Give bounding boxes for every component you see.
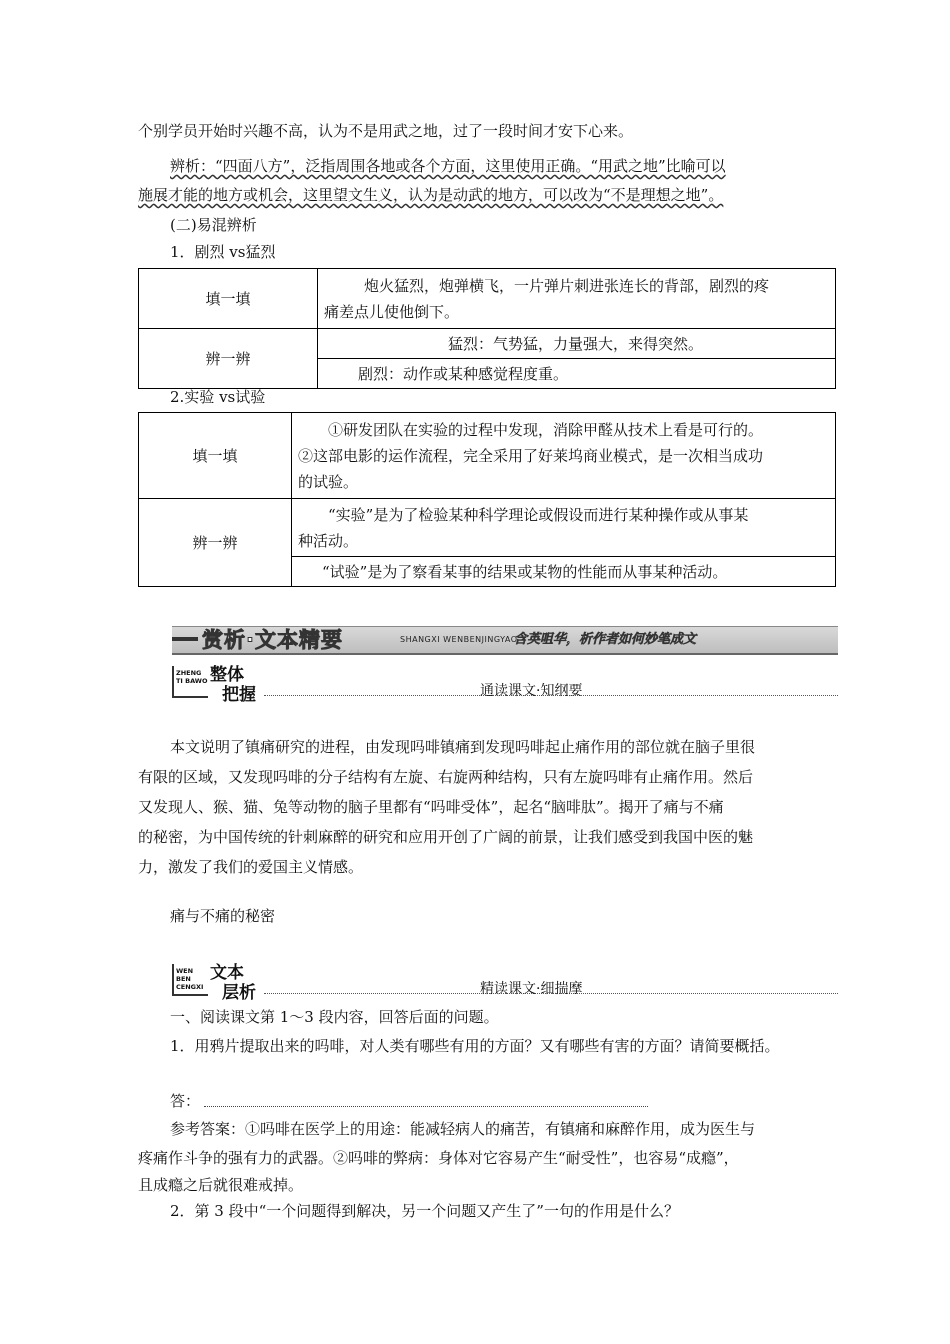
banner-pinyin: SHANGXI WENBENJINGYAO bbox=[400, 635, 518, 644]
section-title: 层析 bbox=[222, 983, 256, 1003]
item-title: 2.实验 vs试验 bbox=[170, 388, 266, 406]
analysis-line: 辨析：“四面八方”，泛指周围各地或各个方面，这里使用正确。“用武之地”比喻可以 bbox=[170, 157, 726, 175]
item-title: 1．剧烈 vs猛烈 bbox=[170, 243, 276, 261]
fill-label: 填一填 bbox=[139, 269, 318, 329]
article-title: 痛与不痛的秘密 bbox=[170, 907, 276, 925]
section-subtitle: 精读课文·细揣摩 bbox=[480, 981, 583, 997]
fill-text: ①研发团队在实验的过程中发现，消除甲醛从技术上看是可行的。 bbox=[328, 420, 764, 439]
section-logo: ZHENG TI BAWO bbox=[172, 666, 208, 698]
question: 1．用鸦片提取出来的吗啡，对人类有哪些有用的方面？又有哪些有害的方面？请简要概括。 bbox=[170, 1037, 780, 1055]
section-header bbox=[172, 962, 838, 1002]
answer-label: 答： bbox=[170, 1092, 201, 1110]
summary-line: 又发现人、猴、猫、兔等动物的脑子里都有“吗啡受体”，起名“脑啡肽”。揭开了痛与不痛 bbox=[138, 798, 724, 816]
question: 2．第 3 段中“一个问题得到解决，另一个问题又产生了”一句的作用是什么？ bbox=[170, 1202, 679, 1220]
section-logo: WEN BEN CENGXI bbox=[172, 964, 208, 996]
fill-text: 的试验。 bbox=[298, 472, 359, 491]
distinguish-text: 猛烈：气势猛，力量强大，来得突然。 bbox=[318, 329, 836, 359]
section-header bbox=[172, 664, 838, 704]
paragraph-text: 个别学员开始时兴趣不高，认为不是用武之地，过了一段时间才安下心来。 bbox=[138, 122, 634, 140]
fill-cell bbox=[318, 269, 836, 329]
word-compare-table bbox=[138, 412, 836, 587]
word-compare-table bbox=[138, 268, 836, 389]
analysis-line: 施展才能的地方或机会，这里望文生义，认为是动武的地方，可以改为“不是理想之地”。 bbox=[138, 186, 724, 204]
distinguish-label: 辨一辨 bbox=[139, 329, 318, 389]
section-title: 把握 bbox=[222, 685, 256, 705]
banner-slogan: 含英咀华，析作者如何妙笔成文 bbox=[514, 632, 697, 647]
distinguish-cell bbox=[292, 499, 836, 557]
distinguish-label: 辨一辨 bbox=[139, 499, 292, 587]
reference-answer: 疼痛作斗争的强有力的武器。②吗啡的弊病：身体对它容易产生“耐受性”，也容易“成瘾”， bbox=[138, 1149, 739, 1167]
distinguish-text: “试验”是为了察看某事的结果或某物的性能而从事某种活动。 bbox=[292, 557, 836, 587]
fill-text: 痛差点儿使他倒下。 bbox=[324, 302, 460, 321]
summary-line: 本文说明了镇痛研究的进程，由发现吗啡镇痛到发现吗啡起止痛作用的部位就在脑子里很 bbox=[170, 738, 756, 756]
reference-answer: 且成瘾之后就很难戒掉。 bbox=[138, 1176, 304, 1194]
section-heading: (二)易混辨析 bbox=[170, 216, 257, 234]
summary-line: 的秘密，为中国传统的针刺麻醉的研究和应用开创了广阔的前景，让我们感受到我国中医的魅 bbox=[138, 828, 754, 846]
summary-line: 有限的区域，又发现吗啡的分子结构有左旋、右旋两种结构，只有左旋吗啡有止痛作用。然后 bbox=[138, 768, 754, 786]
summary-line: 力，激发了我们的爱国主义情感。 bbox=[138, 858, 364, 876]
answer-field[interactable] bbox=[204, 1106, 648, 1107]
section-title: 整体 bbox=[210, 665, 244, 685]
distinguish-text: “实验”是为了检验某种科学理论或假设而进行某种操作或从事某 bbox=[328, 505, 749, 524]
distinguish-text: 剧烈：动作或某种感觉程度重。 bbox=[318, 359, 836, 389]
distinguish-text: 种活动。 bbox=[298, 531, 359, 550]
question-intro: 一、阅读课文第 1～3 段内容，回答后面的问题。 bbox=[170, 1008, 499, 1026]
fill-label: 填一填 bbox=[139, 413, 292, 499]
section-subtitle: 通读课文·知纲要 bbox=[480, 683, 583, 699]
banner-title: 赏析·文本精要 bbox=[202, 628, 343, 652]
reference-answer: 参考答案：①吗啡在医学上的用途：能减轻病人的痛苦，有镇痛和麻醉作用，成为医生与 bbox=[170, 1120, 756, 1138]
section-banner bbox=[172, 626, 838, 655]
banner-decoration bbox=[172, 637, 198, 641]
section-title: 文本 bbox=[210, 963, 244, 983]
fill-cell bbox=[292, 413, 836, 499]
fill-text: 炮火猛烈，炮弹横飞，一片弹片刺进张连长的背部，剧烈的疼 bbox=[364, 276, 770, 295]
fill-text: ②这部电影的运作流程，完全采用了好莱坞商业模式，是一次相当成功 bbox=[298, 446, 764, 465]
